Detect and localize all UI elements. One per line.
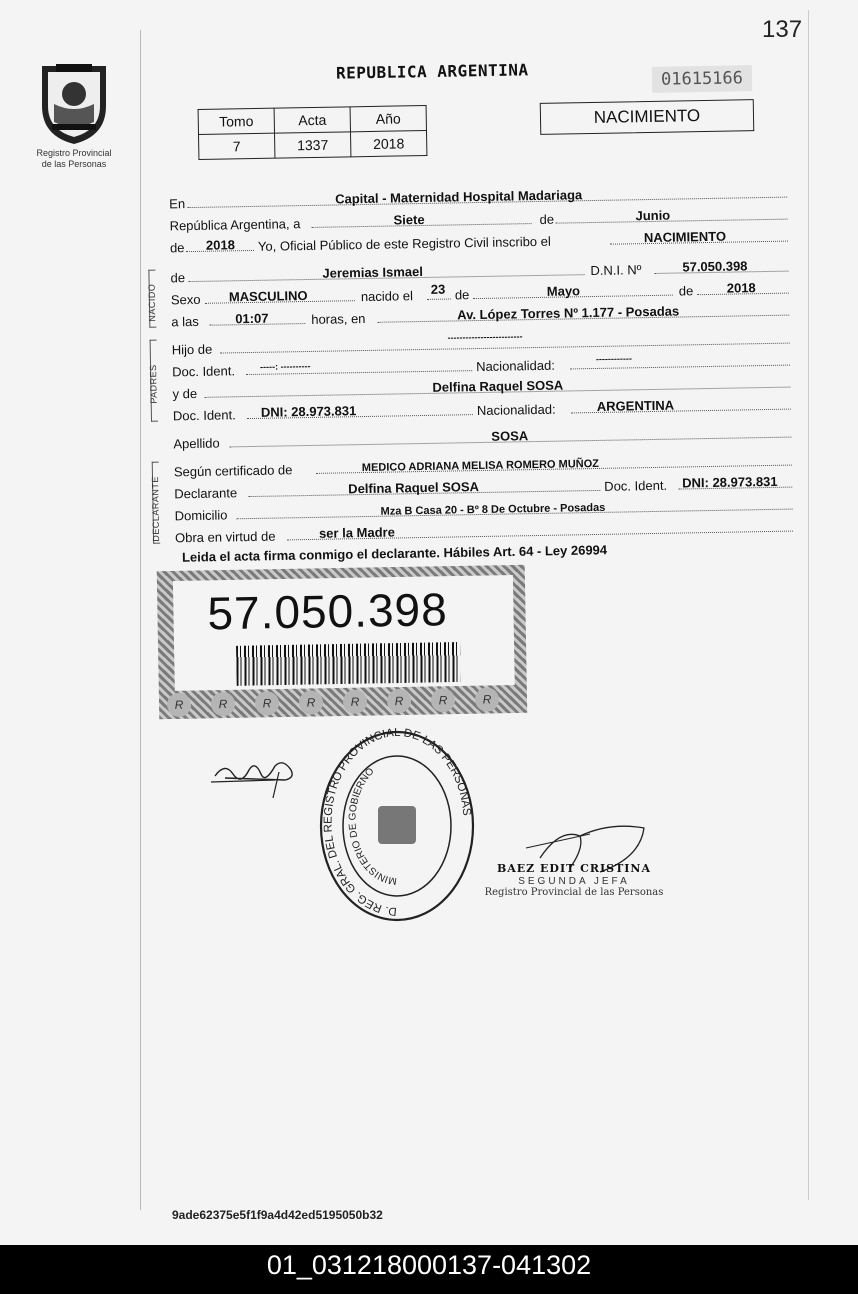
madre-doc-value: DNI: 28.973.831 bbox=[260, 403, 357, 420]
apellido-label: Apellido bbox=[173, 435, 220, 452]
obra-label: Obra en virtud de bbox=[174, 528, 276, 546]
sticker-inner bbox=[173, 575, 515, 691]
declarante-side-label: DECLARANTE bbox=[149, 476, 162, 542]
de2-label: de bbox=[169, 240, 185, 256]
document-hash: 9ade62375e5f1f9a4d42ed5195050b32 bbox=[172, 1208, 383, 1222]
yo-label: Yo, Oficial Público de este Registro Civil inscribo el bbox=[257, 233, 551, 254]
anio-header: Año bbox=[350, 106, 426, 132]
republica-label: República Argentina, a bbox=[169, 216, 301, 234]
nac-anio-value: 2018 bbox=[726, 280, 756, 296]
domicilio-label: Domicilio bbox=[174, 507, 228, 524]
nac-dia-value: 23 bbox=[430, 281, 446, 297]
de4-label: de bbox=[454, 287, 470, 303]
declarante-label: Declarante bbox=[174, 485, 238, 502]
serial-number: 01615166 bbox=[652, 65, 752, 93]
sticker-r: R bbox=[299, 690, 323, 714]
sticker-r: R bbox=[387, 689, 411, 713]
official-name: BAEZ EDIT CRISTINA bbox=[496, 862, 652, 875]
sticker-r: R bbox=[475, 687, 499, 711]
acta-value: 1337 bbox=[275, 132, 351, 158]
nacionalidad-label: Nacionalidad: bbox=[475, 357, 556, 375]
doc-ident-label: Doc. Ident. bbox=[172, 363, 236, 380]
sexo-label: Sexo bbox=[170, 291, 201, 308]
declarante-value: Delfina Raquel SOSA bbox=[348, 479, 480, 497]
leida-statement: Leida el acta firma conmigo el declarante. Hábiles Art. 64 - Ley 26994 bbox=[181, 542, 608, 565]
sticker-r: R bbox=[431, 688, 455, 712]
official-seal bbox=[318, 728, 476, 924]
mes-value: Junio bbox=[635, 207, 671, 224]
sticker-r: R bbox=[211, 692, 235, 716]
obra-value: ser la Madre bbox=[318, 524, 395, 541]
page-number: 137 bbox=[762, 16, 803, 43]
nacido-side-label: NACIDO bbox=[146, 283, 158, 322]
en-label: En bbox=[169, 196, 186, 212]
sticker-r: R bbox=[167, 693, 191, 717]
padres-side-label: PADRES bbox=[148, 364, 159, 404]
sticker-r: R bbox=[343, 690, 367, 714]
anio-value: 2018 bbox=[350, 131, 426, 157]
nac-mes-value: Mayo bbox=[546, 283, 581, 299]
certificado-value: MEDICO ADRIANA MELISA ROMERO MUÑOZ bbox=[361, 457, 600, 475]
madre-value: Delfina Raquel SOSA bbox=[432, 377, 564, 395]
horas-en-label: horas, en bbox=[311, 310, 366, 327]
dia-value: Siete bbox=[393, 211, 425, 228]
sexo-value: MASCULINO bbox=[228, 288, 308, 305]
document-title: REPUBLICA ARGENTINA bbox=[335, 60, 529, 83]
dni-label: D.N.I. Nº bbox=[590, 262, 642, 279]
segun-label: Según certificado de bbox=[173, 462, 293, 480]
barcode bbox=[236, 642, 461, 686]
padre-doc-value: -----: ---------- bbox=[259, 360, 311, 372]
padre-value: ------------------------- bbox=[447, 331, 523, 343]
dotted-line bbox=[427, 298, 451, 299]
official-institution: Registro Provincial de las Personas bbox=[484, 887, 664, 898]
domicilio-value: Mza B Casa 20 - Bº 8 De Octubre - Posadas bbox=[380, 501, 606, 518]
alas-label: a las bbox=[171, 313, 199, 330]
footer-code: 01_031218000137-041302 bbox=[0, 1245, 858, 1294]
official-block bbox=[484, 862, 664, 898]
declarante-doc-value: DNI: 28.973.831 bbox=[682, 473, 778, 491]
en-value: Capital - Maternidad Hospital Madariaga bbox=[335, 187, 583, 207]
anio-inscripcion-value: 2018 bbox=[205, 237, 236, 253]
tomo-header: Tomo bbox=[198, 108, 274, 134]
de5-label: de bbox=[678, 283, 694, 299]
nacionalidad2-label: Nacionalidad: bbox=[476, 401, 556, 419]
logo-caption-line2: de las Personas bbox=[41, 159, 107, 169]
hijo-de-label: Hijo de bbox=[171, 341, 213, 358]
doc-ident3-label: Doc. Ident. bbox=[604, 477, 668, 494]
logo-caption-line1: Registro Provincial bbox=[36, 148, 112, 158]
seal-inner-text: MINISTERIO DE GOBIERNO bbox=[347, 765, 398, 887]
inscribo-value: NACIMIENTO bbox=[643, 228, 727, 246]
madre-nac-value: ARGENTINA bbox=[596, 397, 675, 414]
acta-header: Acta bbox=[274, 107, 350, 133]
nacido-el-label: nacido el bbox=[360, 288, 414, 305]
sticker-r: R bbox=[255, 691, 279, 715]
official-position: SEGUNDA JEFA bbox=[518, 876, 630, 887]
declarante-signature bbox=[205, 752, 305, 802]
apellido-value: SOSA bbox=[491, 428, 529, 444]
doc-ident2-label: Doc. Ident. bbox=[172, 407, 236, 424]
dni-value: 57.050.398 bbox=[682, 258, 748, 275]
seal-outer-text: D. REG. GRAL. DEL REGISTRO PROVINCIAL DE LAS PERSONAS bbox=[322, 728, 473, 918]
nombre-value: Jeremias Ismael bbox=[322, 263, 424, 281]
document-type-box: NACIMIENTO bbox=[540, 99, 755, 135]
lugar-value: Av. López Torres Nº 1.177 - Posadas bbox=[457, 303, 680, 323]
hora-value: 01:07 bbox=[235, 310, 269, 327]
padre-nac-value: ------------ bbox=[595, 353, 633, 364]
de3-label: de bbox=[170, 270, 186, 286]
de-label: de bbox=[539, 211, 555, 227]
dotted-line bbox=[556, 219, 788, 224]
form-row-apellido bbox=[173, 423, 793, 452]
y-de-label: y de bbox=[172, 385, 198, 402]
sticker-number: 57.050.398 bbox=[207, 583, 449, 640]
tomo-value: 7 bbox=[199, 133, 275, 159]
dotted-line bbox=[570, 365, 790, 370]
dni-sticker bbox=[157, 565, 528, 719]
